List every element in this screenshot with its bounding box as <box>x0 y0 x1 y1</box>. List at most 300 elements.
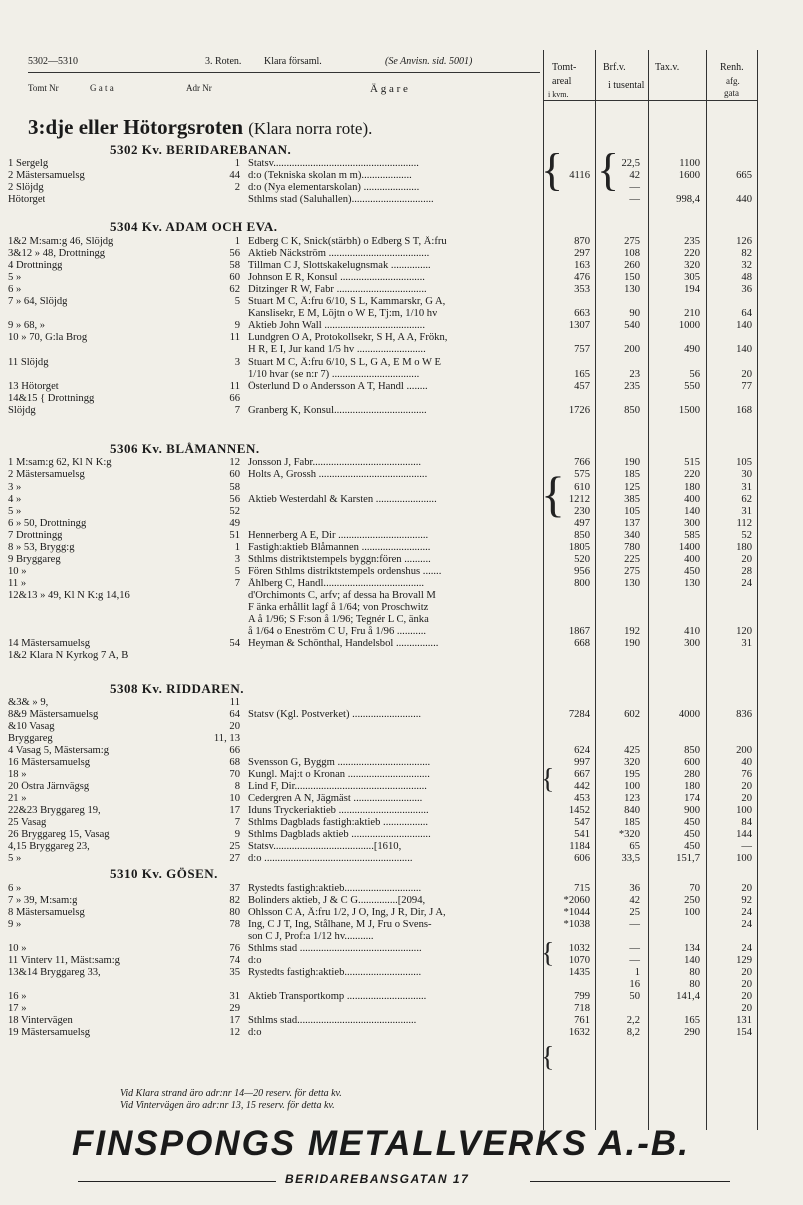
row-areal: 4116 <box>569 170 590 181</box>
table-row <box>0 284 803 296</box>
row-adr-nr: 27 <box>229 853 240 864</box>
row-areal: 163 <box>574 260 590 271</box>
row-areal: 442 <box>574 781 590 792</box>
row-renh-value: 40 <box>741 757 752 768</box>
row-address: 6 » 50, Drottningg <box>8 518 87 529</box>
row-brf-value: 320 <box>624 757 640 768</box>
row-owner: Åhlberg C, Handl...................................... <box>248 578 425 589</box>
row-address: 6 » <box>8 883 22 894</box>
advert-rule-right <box>530 1181 730 1182</box>
row-address: 11 Vinterv 11, Mäst:sam:g <box>8 955 120 966</box>
col-gata: G a t a <box>90 83 114 93</box>
row-address: 4 Drottningg <box>8 260 63 271</box>
row-address: 6 » <box>8 284 22 295</box>
row-brf-value: 200 <box>624 344 640 355</box>
table-row <box>0 506 803 518</box>
row-adr-nr: 76 <box>229 943 240 954</box>
row-owner: Holts A, Grossh ......................................... <box>248 469 428 480</box>
row-areal: 606 <box>574 853 590 864</box>
row-brf-value: 125 <box>624 482 640 493</box>
row-address: 5 » <box>8 853 22 864</box>
table-row <box>0 895 803 907</box>
row-areal: 870 <box>574 236 590 247</box>
row-areal: 800 <box>574 578 590 589</box>
row-adr-nr: 11, 13 <box>213 733 240 744</box>
brace-decoration: { <box>541 764 555 795</box>
row-tax-value: 400 <box>684 554 700 565</box>
table-row <box>0 530 803 542</box>
brace-decoration: { <box>541 466 565 522</box>
row-address: 9 » 68, » <box>8 320 46 331</box>
row-renh-value: 120 <box>736 626 752 637</box>
row-areal: 1307 <box>568 320 590 331</box>
table-row <box>0 781 803 793</box>
row-address: 7 » 39, M:sam:g <box>8 895 78 906</box>
row-tax-value: 850 <box>684 745 700 756</box>
row-renh-value: 24 <box>741 578 752 589</box>
row-areal: 1212 <box>568 494 590 505</box>
brace-decoration: { <box>541 144 564 195</box>
section-header: 5304 Kv. ADAM OCH EVA. <box>110 219 278 234</box>
page-title <box>28 115 372 140</box>
row-address: 4,15 Bryggareg 23, <box>8 841 90 852</box>
row-adr-nr: 3 <box>234 554 240 565</box>
row-brf-value: — <box>629 182 640 193</box>
row-address: Hötorget <box>8 194 46 205</box>
row-adr-nr: 31 <box>229 991 240 1002</box>
row-address: &3& » 9, <box>8 697 49 708</box>
row-address: 14 Mästersamuelsg <box>8 638 91 649</box>
row-areal: 520 <box>574 554 590 565</box>
row-areal: *1044 <box>563 907 590 918</box>
row-adr-nr: 12 <box>229 457 240 468</box>
row-tax-value: 320 <box>684 260 700 271</box>
table-row <box>0 590 803 602</box>
row-brf-value: 108 <box>624 248 640 259</box>
row-renh-value: 126 <box>736 236 752 247</box>
table-row <box>0 357 803 369</box>
table-row <box>0 979 803 991</box>
row-brf-value: 850 <box>624 405 640 416</box>
row-renh-value: 200 <box>736 745 752 756</box>
row-address: 8&9 Mästersamuelsg <box>8 709 99 720</box>
row-tax-value: 134 <box>684 943 700 954</box>
row-renh-value: 440 <box>736 194 752 205</box>
row-adr-nr: 9 <box>234 829 240 840</box>
row-brf-value: 130 <box>624 578 640 589</box>
row-renh-value: 20 <box>741 991 752 1002</box>
row-renh-value: 30 <box>741 469 752 480</box>
row-owner: Aktieb Westerdahl & Karsten ....................... <box>248 494 437 505</box>
row-areal: 668 <box>574 638 590 649</box>
row-owner: Johnson E R, Konsul ................................ <box>248 272 425 283</box>
row-renh-value: 144 <box>736 829 752 840</box>
row-tax-value: 56 <box>689 369 700 380</box>
row-address: 21 » <box>8 793 27 804</box>
row-areal: 1184 <box>569 841 590 852</box>
row-brf-value: 150 <box>624 272 640 283</box>
row-owner: Fören Sthlms distriktstempels ordenshus ....... <box>248 566 442 577</box>
table-row <box>0 457 803 469</box>
row-adr-nr: 44 <box>229 170 240 181</box>
row-address: 2 Slöjdg <box>8 182 44 193</box>
row-tax-value: 585 <box>684 530 700 541</box>
row-address: 1 M:sam:g 62, Kl N K:g <box>8 457 112 468</box>
row-brf-value: 8,2 <box>626 1027 640 1038</box>
footnote: Vid Vintervägen äro adr:nr 13, 15 reserv. för detta kv. <box>120 1100 335 1111</box>
row-tax-value: 220 <box>684 469 700 480</box>
row-tax-value: 1500 <box>678 405 700 416</box>
row-adr-nr: 66 <box>229 745 240 756</box>
row-address: 26 Bryggareg 15, Vasag <box>8 829 110 840</box>
row-tax-value: 900 <box>684 805 700 816</box>
row-renh-value: 20 <box>741 979 752 990</box>
row-owner: Jonsson J, Fabr......................................... <box>248 457 422 468</box>
row-adr-nr: 5 <box>234 296 240 307</box>
row-brf-value: 105 <box>624 506 640 517</box>
row-owner: Sthlms stad .............................................. <box>248 943 422 954</box>
forsaml-label: Klara församl. <box>264 56 322 67</box>
row-adr-nr: 78 <box>229 919 240 930</box>
table-row <box>0 733 803 745</box>
row-renh-value: 24 <box>741 943 752 954</box>
row-address: 1&2 M:sam:g 46, Slöjdg <box>8 236 114 247</box>
row-owner: Svensson G, Byggm ................................... <box>248 757 431 768</box>
row-areal: 997 <box>574 757 590 768</box>
row-brf-value: 195 <box>624 769 640 780</box>
table-row <box>0 709 803 721</box>
title-sub: (Klara norra rote). <box>248 119 373 138</box>
row-owner: Kanslisekr, E M, Löjtn o W E, Tj:m, 1/10 hv <box>248 308 438 319</box>
table-row <box>0 841 803 853</box>
row-renh-value: 112 <box>736 518 752 529</box>
col-brf: Brf.v. <box>603 62 626 73</box>
row-address: 10 » 70, G:la Brog <box>8 332 88 343</box>
row-renh-value: 31 <box>741 638 752 649</box>
row-brf-value: 225 <box>624 554 640 565</box>
row-address: 11 Slöjdg <box>8 357 49 368</box>
row-adr-nr: 25 <box>229 841 240 852</box>
advert-rule-left <box>78 1181 276 1182</box>
title-main: 3:dje eller Hötorgsroten <box>28 115 243 139</box>
table-row <box>0 332 803 344</box>
row-address: 7 Drottningg <box>8 530 63 541</box>
row-adr-nr: 7 <box>234 405 240 416</box>
table-row <box>0 919 803 931</box>
row-adr-nr: 66 <box>229 393 240 404</box>
table-row <box>0 182 803 194</box>
row-adr-nr: 11 <box>229 332 240 343</box>
table-row <box>0 769 803 781</box>
row-adr-nr: 68 <box>229 757 240 768</box>
row-owner: Sthlms Dagblads fastigh:aktieb ................. <box>248 817 429 828</box>
row-address: 2 Mästersamuelsg <box>8 469 85 480</box>
row-adr-nr: 35 <box>229 967 240 978</box>
row-address: 10 » <box>8 566 27 577</box>
row-owner: Stuart M C, Ä:fru 6/10, S L, Kammarskr, G A, <box>248 296 446 307</box>
col-areal: areal <box>552 76 572 87</box>
col-afg: afg. <box>726 76 740 86</box>
row-renh-value: 31 <box>741 506 752 517</box>
row-brf-value: 100 <box>624 781 640 792</box>
row-adr-nr: 37 <box>229 883 240 894</box>
row-address: 5 » <box>8 272 22 283</box>
row-owner: A å 1/96; S F:son å 1/96; Tegnér L C, änka <box>248 614 429 625</box>
row-tax-value: 140 <box>684 506 700 517</box>
table-row <box>0 805 803 817</box>
row-renh-value: 92 <box>741 895 752 906</box>
row-renh-value: 24 <box>741 919 752 930</box>
row-adr-nr: 17 <box>229 805 240 816</box>
row-brf-value: 130 <box>624 284 640 295</box>
table-row <box>0 170 803 182</box>
row-tax-value: 140 <box>684 955 700 966</box>
table-row <box>0 344 803 356</box>
row-brf-value: 25 <box>629 907 640 918</box>
table-row <box>0 236 803 248</box>
row-brf-value: 425 <box>624 745 640 756</box>
table-row <box>0 1015 803 1027</box>
row-adr-nr: 60 <box>229 469 240 480</box>
row-tax-value: 450 <box>684 829 700 840</box>
roten-label: 3. Roten. <box>205 56 242 67</box>
row-adr-nr: 1 <box>234 158 240 169</box>
row-tax-value: 998,4 <box>676 194 700 205</box>
row-renh-value: 20 <box>741 1003 752 1014</box>
row-adr-nr: 1 <box>234 236 240 247</box>
row-owner: d'Orchimonts C, arfv; af dessa ha Brovall M <box>248 590 436 601</box>
row-brf-value: 602 <box>624 709 640 720</box>
section-header: 5310 Kv. GÖSEN. <box>110 866 218 881</box>
row-address: 20 Östra Järnvägsg <box>8 781 90 792</box>
brace-decoration: { <box>597 144 620 195</box>
row-owner: H R, E I, Jur kand 1/5 hv .......................... <box>248 344 426 355</box>
row-renh-value: 52 <box>741 530 752 541</box>
row-brf-value: 190 <box>624 638 640 649</box>
row-tax-value: 194 <box>684 284 700 295</box>
table-row <box>0 907 803 919</box>
col-adr-nr: Adr Nr <box>186 83 212 93</box>
row-brf-value: 190 <box>624 457 640 468</box>
table-row <box>0 482 803 494</box>
row-brf-value: 2,2 <box>626 1015 640 1026</box>
row-renh-value: 62 <box>741 494 752 505</box>
row-adr-nr: 80 <box>229 907 240 918</box>
row-adr-nr: 62 <box>229 284 240 295</box>
row-areal: 766 <box>574 457 590 468</box>
row-areal: 1070 <box>568 955 590 966</box>
row-renh-value: 140 <box>736 320 752 331</box>
table-row <box>0 369 803 381</box>
row-renh-value: 64 <box>741 308 752 319</box>
row-areal: 624 <box>574 745 590 756</box>
row-tax-value: 600 <box>684 757 700 768</box>
row-tax-value: 70 <box>689 883 700 894</box>
row-areal: 757 <box>574 344 590 355</box>
row-address: 9 » <box>8 919 22 930</box>
section-header: 5302 Kv. BERIDAREBANAN. <box>110 142 292 157</box>
table-row <box>0 614 803 626</box>
page-range: 5302—5310 <box>28 56 78 67</box>
brace-decoration: { <box>541 938 555 969</box>
row-brf-value: — <box>629 919 640 930</box>
row-adr-nr: 17 <box>229 1015 240 1026</box>
table-row <box>0 393 803 405</box>
row-tax-value: 515 <box>684 457 700 468</box>
row-tax-value: 410 <box>684 626 700 637</box>
row-tax-value: 1100 <box>679 158 700 169</box>
row-areal: 497 <box>574 518 590 529</box>
row-areal: 667 <box>574 769 590 780</box>
row-owner: Österlund D o Andersson A T, Handl ........ <box>248 381 428 392</box>
row-areal: 575 <box>574 469 590 480</box>
row-address: 18 » <box>8 769 27 780</box>
row-address: 3&12 » 48, Drottningg <box>8 248 106 259</box>
table-row <box>0 967 803 979</box>
row-adr-nr: 7 <box>234 817 240 828</box>
row-renh-value: 100 <box>736 853 752 864</box>
row-renh-value: 665 <box>736 170 752 181</box>
header-rule-right <box>543 100 757 101</box>
table-row <box>0 697 803 709</box>
table-row <box>0 602 803 614</box>
row-brf-value: 123 <box>624 793 640 804</box>
col-tax: Tax.v. <box>655 62 680 73</box>
row-owner: Ing, C J T, Ing, Stålhane, M J, Fru o Svens- <box>248 919 432 930</box>
table-row <box>0 566 803 578</box>
row-adr-nr: 58 <box>229 482 240 493</box>
row-brf-value: *320 <box>618 829 640 840</box>
row-renh-value: 36 <box>741 284 752 295</box>
row-tax-value: 280 <box>684 769 700 780</box>
table-row <box>0 194 803 206</box>
row-owner: son C J, Prof:a 1/12 hv........... <box>248 931 374 942</box>
table-row <box>0 745 803 757</box>
row-adr-nr: 58 <box>229 260 240 271</box>
table-row <box>0 469 803 481</box>
row-renh-value: — <box>741 841 752 852</box>
row-adr-nr: 3 <box>234 357 240 368</box>
row-tax-value: 490 <box>684 344 700 355</box>
row-adr-nr: 29 <box>229 1003 240 1014</box>
table-row <box>0 626 803 638</box>
row-owner: d:o <box>248 955 262 966</box>
table-row <box>0 296 803 308</box>
row-brf-value: 340 <box>624 530 640 541</box>
col-tomt-nr: Tomt Nr <box>28 83 59 93</box>
row-brf-value: 185 <box>624 469 640 480</box>
row-adr-nr: 12 <box>229 1027 240 1038</box>
row-address: 4 Vasag 5, Mästersam:g <box>8 745 110 756</box>
row-tax-value: 305 <box>684 272 700 283</box>
row-owner: d:o ........................................................ <box>248 853 413 864</box>
row-renh-value: 105 <box>736 457 752 468</box>
row-renh-value: 20 <box>741 883 752 894</box>
table-row <box>0 381 803 393</box>
row-brf-value: — <box>629 194 640 205</box>
row-address: 16 Mästersamuelsg <box>8 757 91 768</box>
row-adr-nr: 9 <box>234 320 240 331</box>
row-tax-value: 180 <box>684 482 700 493</box>
row-tax-value: 210 <box>684 308 700 319</box>
row-address: 8 Mästersamuelsg <box>8 907 85 918</box>
row-address: 16 » <box>8 991 27 1002</box>
row-adr-nr: 51 <box>229 530 240 541</box>
table-row <box>0 721 803 733</box>
row-renh-value: 24 <box>741 907 752 918</box>
row-renh-value: 20 <box>741 369 752 380</box>
row-areal: 718 <box>574 1003 590 1014</box>
row-renh-value: 31 <box>741 482 752 493</box>
row-tax-value: 450 <box>684 817 700 828</box>
col-tusental: i tusental <box>608 80 645 91</box>
table-row <box>0 817 803 829</box>
row-adr-nr: 11 <box>229 697 240 708</box>
row-owner: Stuart M C, Ä:fru 6/10, S L, G A, E M o W E <box>248 357 441 368</box>
row-address: Bryggareg <box>8 733 53 744</box>
row-owner: Granberg K, Konsul................................... <box>248 405 427 416</box>
row-owner: Heyman & Schönthal, Handelsbol ................ <box>248 638 439 649</box>
table-row <box>0 829 803 841</box>
col-gata2: gata <box>724 88 739 98</box>
row-owner: 1/10 hvar (se n:r 7) ................................. <box>248 369 420 380</box>
row-tax-value: 80 <box>689 979 700 990</box>
row-areal: 1726 <box>568 405 590 416</box>
row-brf-value: 137 <box>624 518 640 529</box>
table-row <box>0 853 803 865</box>
row-renh-value: 77 <box>741 381 752 392</box>
row-owner: Aktieb Transportkomp .............................. <box>248 991 427 1002</box>
row-brf-value: — <box>629 955 640 966</box>
row-tax-value: 1000 <box>678 320 700 331</box>
row-renh-value: 180 <box>736 542 752 553</box>
row-address: 1 Sergelg <box>8 158 49 169</box>
row-renh-value: 20 <box>741 554 752 565</box>
row-owner: F änka erhållit lagf å 1/64; von Proschwitz <box>248 602 429 613</box>
row-areal: 1805 <box>568 542 590 553</box>
row-areal: 541 <box>574 829 590 840</box>
row-address: 19 Mästersamuelsg <box>8 1027 91 1038</box>
row-brf-value: 192 <box>624 626 640 637</box>
row-brf-value: 275 <box>624 236 640 247</box>
row-owner: d:o (Tekniska skolan m m)................... <box>248 170 412 181</box>
row-tax-value: 290 <box>684 1027 700 1038</box>
row-brf-value: 185 <box>624 817 640 828</box>
row-address: 10 » <box>8 943 27 954</box>
row-areal: 715 <box>574 883 590 894</box>
row-tax-value: 550 <box>684 381 700 392</box>
row-owner: Sthlms stad (Saluhallen)............................... <box>248 194 434 205</box>
table-row <box>0 793 803 805</box>
row-tax-value: 130 <box>684 578 700 589</box>
row-adr-nr: 70 <box>229 769 240 780</box>
row-areal: 547 <box>574 817 590 828</box>
row-brf-value: 90 <box>629 308 640 319</box>
row-areal: 850 <box>574 530 590 541</box>
row-address: 9 Bryggareg <box>8 554 61 565</box>
row-address: 4 » <box>8 494 22 505</box>
col-renh: Renh. <box>720 62 744 73</box>
row-tax-value: 450 <box>684 566 700 577</box>
advert-address: BERIDAREBANSGATAN 17 <box>285 1172 470 1186</box>
row-adr-nr: 49 <box>229 518 240 529</box>
row-renh-value: 76 <box>741 769 752 780</box>
row-brf-value: 23 <box>629 369 640 380</box>
row-adr-nr: 10 <box>229 793 240 804</box>
row-adr-nr: 82 <box>229 895 240 906</box>
col-tomt: Tomt- <box>552 62 577 73</box>
table-row <box>0 757 803 769</box>
